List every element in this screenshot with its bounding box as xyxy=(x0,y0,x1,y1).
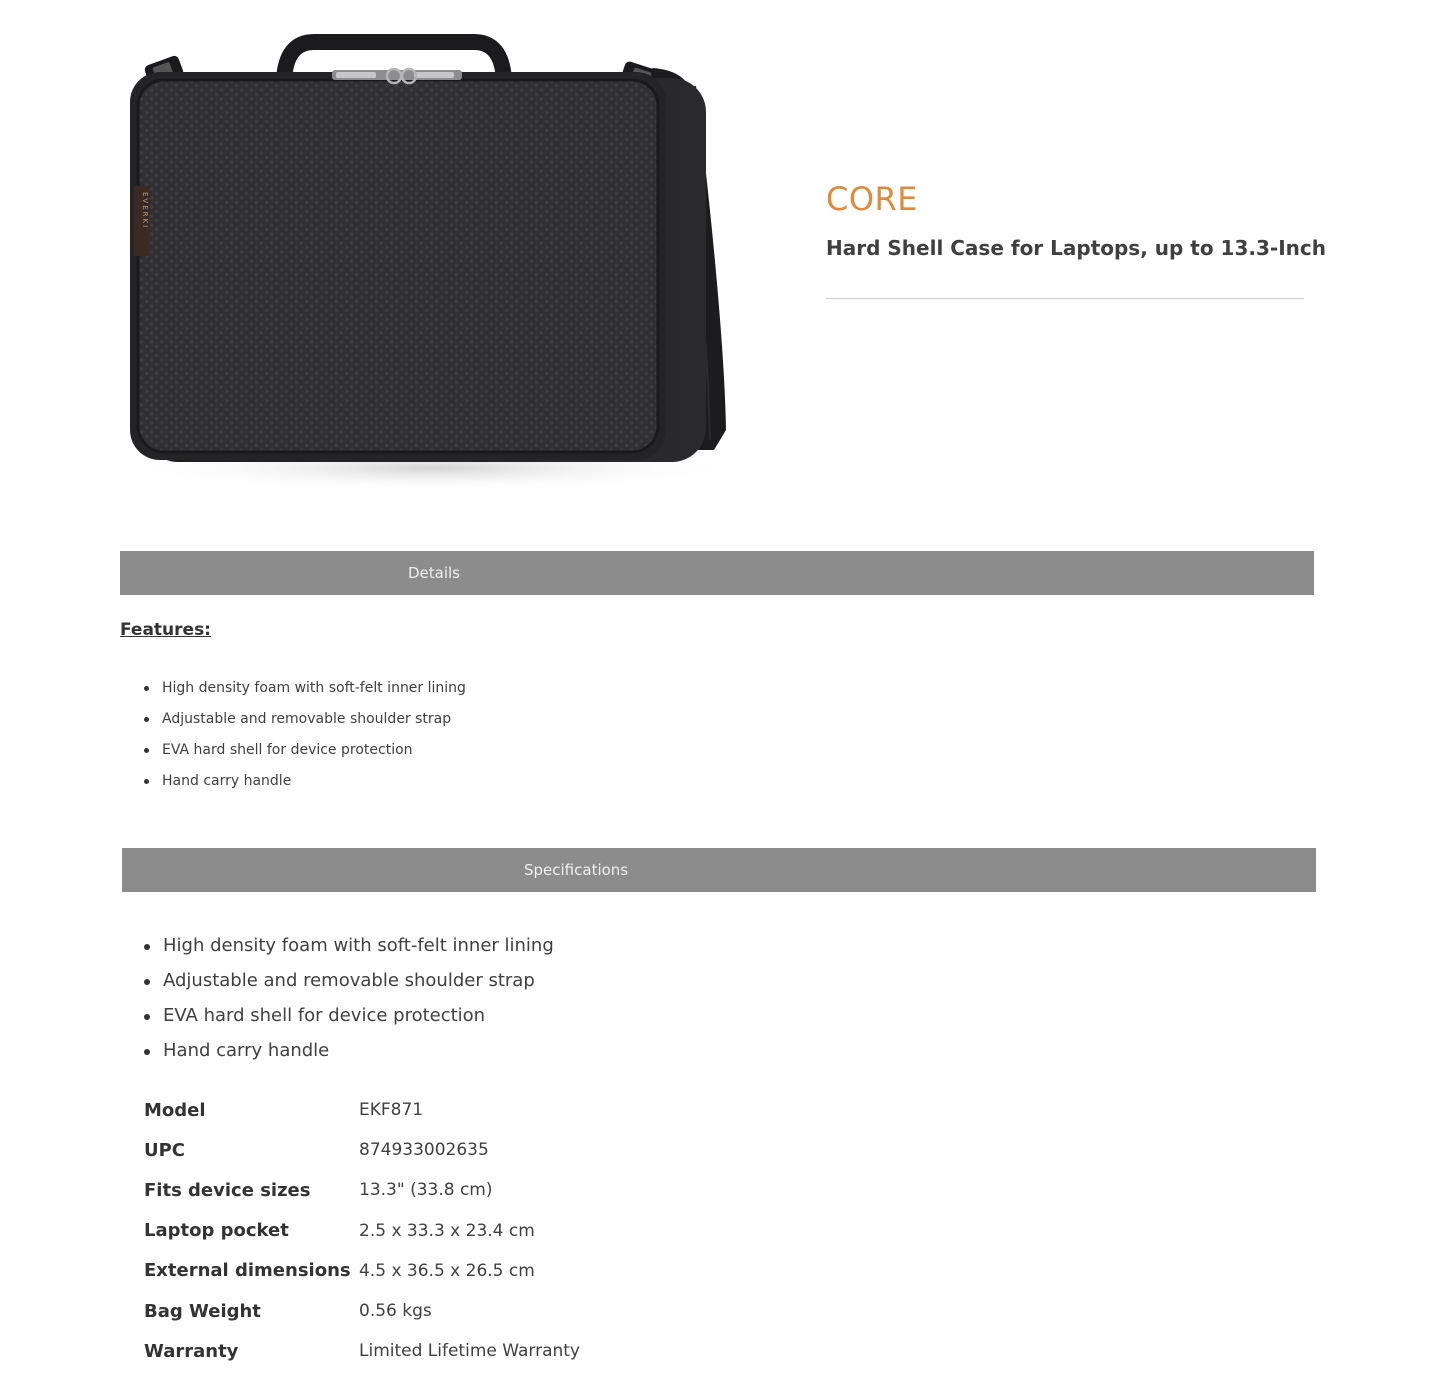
spec-label-warranty: Warranty xyxy=(144,1340,239,1362)
spec-value-model: EKF871 xyxy=(359,1100,424,1121)
bag-logo-text: EVERKI xyxy=(141,192,149,230)
table-row xyxy=(144,1251,580,1291)
product-image xyxy=(84,20,764,502)
spec-value-fits-device-sizes: 13.3" (33.8 cm) xyxy=(359,1180,493,1201)
spec-value-laptop-pocket: 2.5 x 33.3 x 23.4 cm xyxy=(359,1220,535,1241)
tab-specifications-label: Specifications xyxy=(524,861,629,879)
spec-value-external-dimensions: 4.5 x 36.5 x 26.5 cm xyxy=(359,1260,535,1281)
tab-specifications[interactable] xyxy=(122,848,1316,892)
list-item: Adjustable and removable shoulder strap xyxy=(142,967,554,1002)
table-row xyxy=(144,1130,580,1170)
features-heading: Features: xyxy=(120,620,211,640)
list-item: Adjustable and removable shoulder strap xyxy=(142,707,466,738)
spec-label-bag-weight: Bag Weight xyxy=(144,1300,261,1322)
spec-label-model: Model xyxy=(144,1099,206,1121)
hard-shell-case-illustration xyxy=(84,20,764,502)
product-brand: CORE xyxy=(826,180,918,218)
list-item: High density foam with soft-felt inner lining xyxy=(142,932,554,967)
spec-label-laptop-pocket: Laptop pocket xyxy=(144,1220,289,1242)
features-list xyxy=(142,676,466,800)
list-item: Hand carry handle xyxy=(142,769,466,800)
tab-details-label: Details xyxy=(408,564,461,582)
spec-bullet-list xyxy=(142,932,554,1072)
list-item: EVA hard shell for device protection xyxy=(142,1002,554,1037)
spec-table xyxy=(144,1090,580,1371)
table-row xyxy=(144,1291,580,1331)
list-item: Hand carry handle xyxy=(142,1037,554,1072)
spec-value-bag-weight: 0.56 kgs xyxy=(359,1301,432,1322)
spec-label-fits-device-sizes: Fits device sizes xyxy=(144,1179,311,1201)
table-row xyxy=(144,1090,580,1130)
spec-label-external-dimensions: External dimensions xyxy=(144,1260,351,1282)
tab-details[interactable] xyxy=(120,551,1314,595)
spec-label-upc: UPC xyxy=(144,1139,186,1161)
table-row xyxy=(144,1170,580,1210)
spec-value-upc: 874933002635 xyxy=(359,1140,489,1161)
title-divider xyxy=(826,298,1304,299)
spec-value-warranty: Limited Lifetime Warranty xyxy=(359,1341,580,1362)
product-subtitle: Hard Shell Case for Laptops, up to 13.3-Inch xyxy=(826,236,1326,260)
table-row xyxy=(144,1331,580,1371)
list-item: High density foam with soft-felt inner lining xyxy=(142,676,466,707)
table-row xyxy=(144,1211,580,1251)
list-item: EVA hard shell for device protection xyxy=(142,738,466,769)
